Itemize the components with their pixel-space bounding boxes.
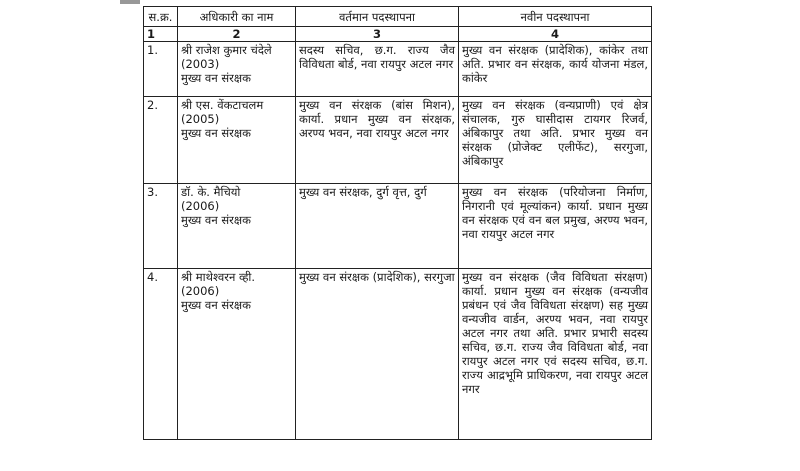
current-posting: सदस्य सचिव, छ.ग. राज्य जैव विविधता बोर्ड, नवा रायपुर अटल नगर [296,42,459,97]
new-posting: मुख्य वन संरक्षक (परियोजना निर्माण, निगरानी एवं मूल्यांकन) कार्या. प्रधान मुख्य वन संरक्षक एवं वन बल प्रमुख, अरण्य भवन, नवा रायपुर अटल नगर [459,184,652,269]
officer-name-cell [178,184,296,269]
column-number-row [144,27,652,42]
header-current-posting: वर्तमान पदस्थापना [296,7,459,27]
header-serial: स.क्र. [144,7,178,27]
table-row [144,42,652,97]
table-row [144,97,652,184]
officer-name: श्री राजेश कुमार चंदेले (2003) [181,43,272,71]
officer-name: श्री माथेश्वरन व्ही. [181,270,256,284]
officer-name-cell [178,269,296,440]
officer-designation: मुख्य वन संरक्षक [181,213,251,227]
table-row [144,269,652,440]
table-row [144,184,652,269]
serial-number: 4. [144,269,178,440]
column-number: 3 [296,27,459,42]
officer-name-cell [178,42,296,97]
serial-number: 2. [144,97,178,184]
cropped-text-fragment [120,0,140,4]
officer-designation: मुख्य वन संरक्षक [181,126,251,140]
column-number: 4 [459,27,652,42]
serial-number: 3. [144,184,178,269]
officer-designation: मुख्य वन संरक्षक [181,71,251,85]
serial-number: 1. [144,42,178,97]
header-officer-name: अधिकारी का नाम [178,7,296,27]
header-new-posting: नवीन पदस्थापना [459,7,652,27]
header-row [144,7,652,27]
new-posting: मुख्य वन संरक्षक (प्रादेशिक), कांकेर तथा अति. प्रभार वन संरक्षक, कार्य योजना मंडल, कांकेर [459,42,652,97]
current-posting: मुख्य वन संरक्षक, दुर्ग वृत्त, दुर्ग [296,184,459,269]
new-posting: मुख्य वन संरक्षक (वन्यप्राणी) एवं क्षेत्र संचालक, गुरु घासीदास टायगर रिजर्व, अंबिकापुर तथा अति. प्रभार मुख्य वन संरक्षक (प्रोजेक्ट एलीफेंट), सरगुजा, अंबिकापुर [459,97,652,184]
new-posting: मुख्य वन संरक्षक (जैव विविधता संरक्षण) कार्या. प्रधान मुख्य वन संरक्षक (वन्यजीव प्रबंधन एवं जैव विविधता संरक्षण) सह मुख्य वन्यजीव वार्डन, अरण्य भवन, नवा रायपुर अटल नगर तथा अति. प्रभार प्रभारी सदस्य सचिव, छ.ग. राज्य जैव विविधता बोर्ड, नवा रायपुर अटल नगर एवं सदस्य सचिव, छ.ग. राज्य आद्रभूमि प्राधिकरण, नवा रायपुर अटल नगर [459,269,652,440]
officer-name: श्री एस. वेंकटाचलम [181,98,264,112]
officer-batch-year: (2006) [181,199,220,213]
officer-batch-year: (2005) [181,112,220,126]
officer-name: डॉ. के. मैचियो [181,185,241,199]
officer-name-cell [178,97,296,184]
officer-transfer-table [143,6,652,440]
officer-designation: मुख्य वन संरक्षक [181,298,251,312]
current-posting: मुख्य वन संरक्षक (बांस मिशन), कार्या. प्रधान मुख्य वन संरक्षक, अरण्य भवन, नवा रायपुर अटल नगर [296,97,459,184]
current-posting: मुख्य वन संरक्षक (प्रादेशिक), सरगुजा [296,269,459,440]
column-number: 1 [144,27,178,42]
column-number: 2 [178,27,296,42]
officer-batch-year: (2006) [181,284,220,298]
